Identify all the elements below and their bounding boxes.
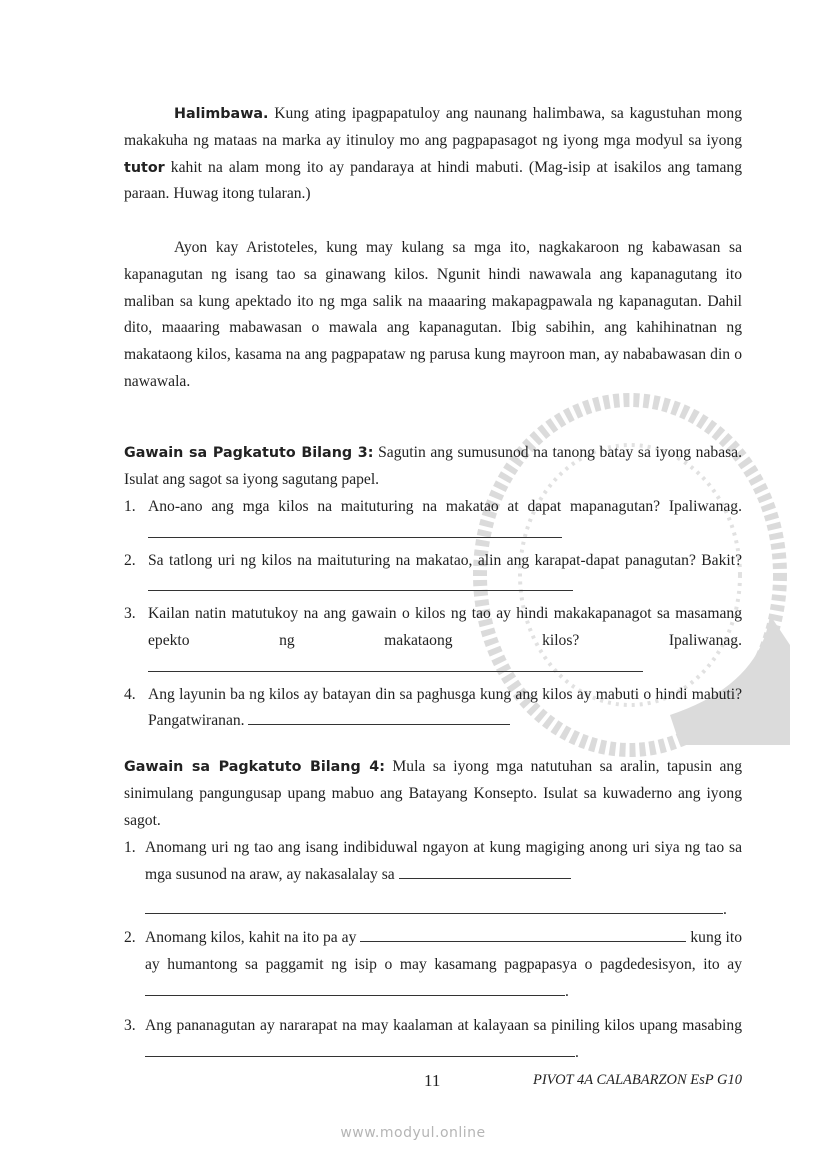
activity3-instructions: Sagutin ang sumusunod na tanong batay sa iyong nabasa. Isulat ang sagot sa iyong sagutang papel. bbox=[124, 444, 743, 488]
question-item bbox=[124, 548, 742, 602]
question-text: Ang layunin ba ng kilos ay batayan din sa paghusga kung ang kilos ay mabuti o hindi mabuti? Pangatwiranan. bbox=[148, 685, 742, 730]
period: . bbox=[565, 982, 569, 1000]
page-number: 11 bbox=[424, 1071, 441, 1090]
item-number: 3. bbox=[124, 605, 136, 623]
aristotle-paragraph: Ayon kay Aristoteles, kung may kulang sa mga ito, nagkakaroon ng kabawasan sa kapanagutan ng isang tao sa ginawang kilos. Ngunit hindi nawawala ang kapanagutang ito maliban sa kung apektado ito ng mga salik na maaaring makapagpawala ng kapanagutan. Dahil dito, maaaring mabawasan o mawala ang kapanagutan. Ibig sabihin, ang kahihinatnan ng makataong kilos, kasama na ang pagpapataw ng parusa kung mayroon man, ay nababawasan din o nawawala. bbox=[124, 239, 742, 390]
activity4-item2 bbox=[124, 925, 742, 1005]
answer-blank[interactable] bbox=[145, 899, 723, 914]
answer-blank[interactable] bbox=[145, 981, 565, 996]
example-label: Halimbawa. bbox=[174, 106, 269, 122]
activity4-heading bbox=[124, 754, 742, 834]
question-item bbox=[124, 601, 742, 681]
activity3-heading bbox=[124, 440, 742, 494]
answer-blank[interactable] bbox=[360, 927, 686, 942]
activity4-list bbox=[124, 835, 742, 923]
sentence-item bbox=[124, 835, 742, 923]
activity4-item3 bbox=[124, 1013, 742, 1067]
answer-blank[interactable] bbox=[248, 710, 510, 725]
period: . bbox=[723, 900, 727, 918]
item-number: 2. bbox=[124, 551, 136, 569]
item-number: 4. bbox=[124, 685, 136, 703]
sentence-item bbox=[124, 1013, 742, 1067]
question-text: Ano-ano ang mga kilos na maituturing na makatao at dapat mapanagutan? Ipaliwanag. bbox=[148, 498, 742, 515]
sentence-text: Anomang kilos, kahit na ito pa ay bbox=[145, 929, 357, 946]
question-text: Kailan natin matutukoy na ang gawain o kilos ng tao ay hindi makakapanagot sa masamang epekto ng makataong kilos? Ipaliwanag. bbox=[148, 605, 742, 649]
example-text: Kung ating ipagpapatuloy ang naunang halimbawa, sa kagustuhan mong makakuha ng mataas na marka ay itinuloy mo ang pagpapasagot ng iyong mga modyul sa iyong bbox=[124, 105, 742, 149]
activity3-list bbox=[124, 494, 742, 735]
sentence-text: Ang pananagutan ay nararapat na may kaalaman at kalayaan sa piniling kilos upang masabing bbox=[145, 1017, 742, 1034]
item-number: 1. bbox=[124, 498, 136, 515]
answer-blank[interactable] bbox=[148, 523, 562, 538]
question-item bbox=[124, 494, 742, 548]
bold-word: tutor bbox=[124, 159, 165, 176]
question-text: Sa tatlong uri ng kilos na maituturing na makatao, alin ang karapat-dapat panagutan? Bakit? bbox=[148, 551, 742, 569]
watermark: www.modyul.online bbox=[340, 1125, 486, 1141]
sentence-text-cont: kung ito ay humantong sa paggamit ng isip o may kasamang pagpapasya o pagdedesisyon, ito ay bbox=[145, 929, 742, 973]
footer-title: PIVOT 4A CALABARZON EsP G10 bbox=[532, 1072, 742, 1088]
sentence-item bbox=[124, 925, 742, 1005]
answer-blank[interactable] bbox=[399, 864, 571, 879]
answer-blank[interactable] bbox=[145, 1042, 575, 1057]
example-text-cont: kahit na alam mong ito ay pandaraya at hindi mabuti. (Mag-isip at isakilos ang tamang paraan. Huwag itong tularan.) bbox=[124, 158, 742, 203]
answer-blank[interactable] bbox=[148, 576, 573, 591]
activity3-title: Gawain sa Pagkatuto Bilang 3: bbox=[124, 445, 374, 461]
period: . bbox=[575, 1043, 579, 1061]
activity4-instructions: Mula sa iyong mga natutuhan sa aralin, tapusin ang sinimulang pangungusap upang mabuo ang Batayang Konsepto. Isulat sa kuwaderno ang iyong sagot. bbox=[124, 758, 743, 829]
activity4-title: Gawain sa Pagkatuto Bilang 4: bbox=[124, 759, 385, 775]
answer-blank[interactable] bbox=[148, 657, 643, 672]
item-number: 3. bbox=[124, 1017, 136, 1034]
item-number: 2. bbox=[124, 929, 136, 946]
question-item bbox=[124, 682, 742, 736]
item-number: 1. bbox=[124, 839, 136, 856]
example-paragraph bbox=[124, 101, 742, 208]
sentence-text: Anomang uri ng tao ang isang indibiduwal ngayon at kung magiging anong uri siya ng tao sa mga susunod na araw, ay nakasalalay sa bbox=[145, 839, 742, 883]
